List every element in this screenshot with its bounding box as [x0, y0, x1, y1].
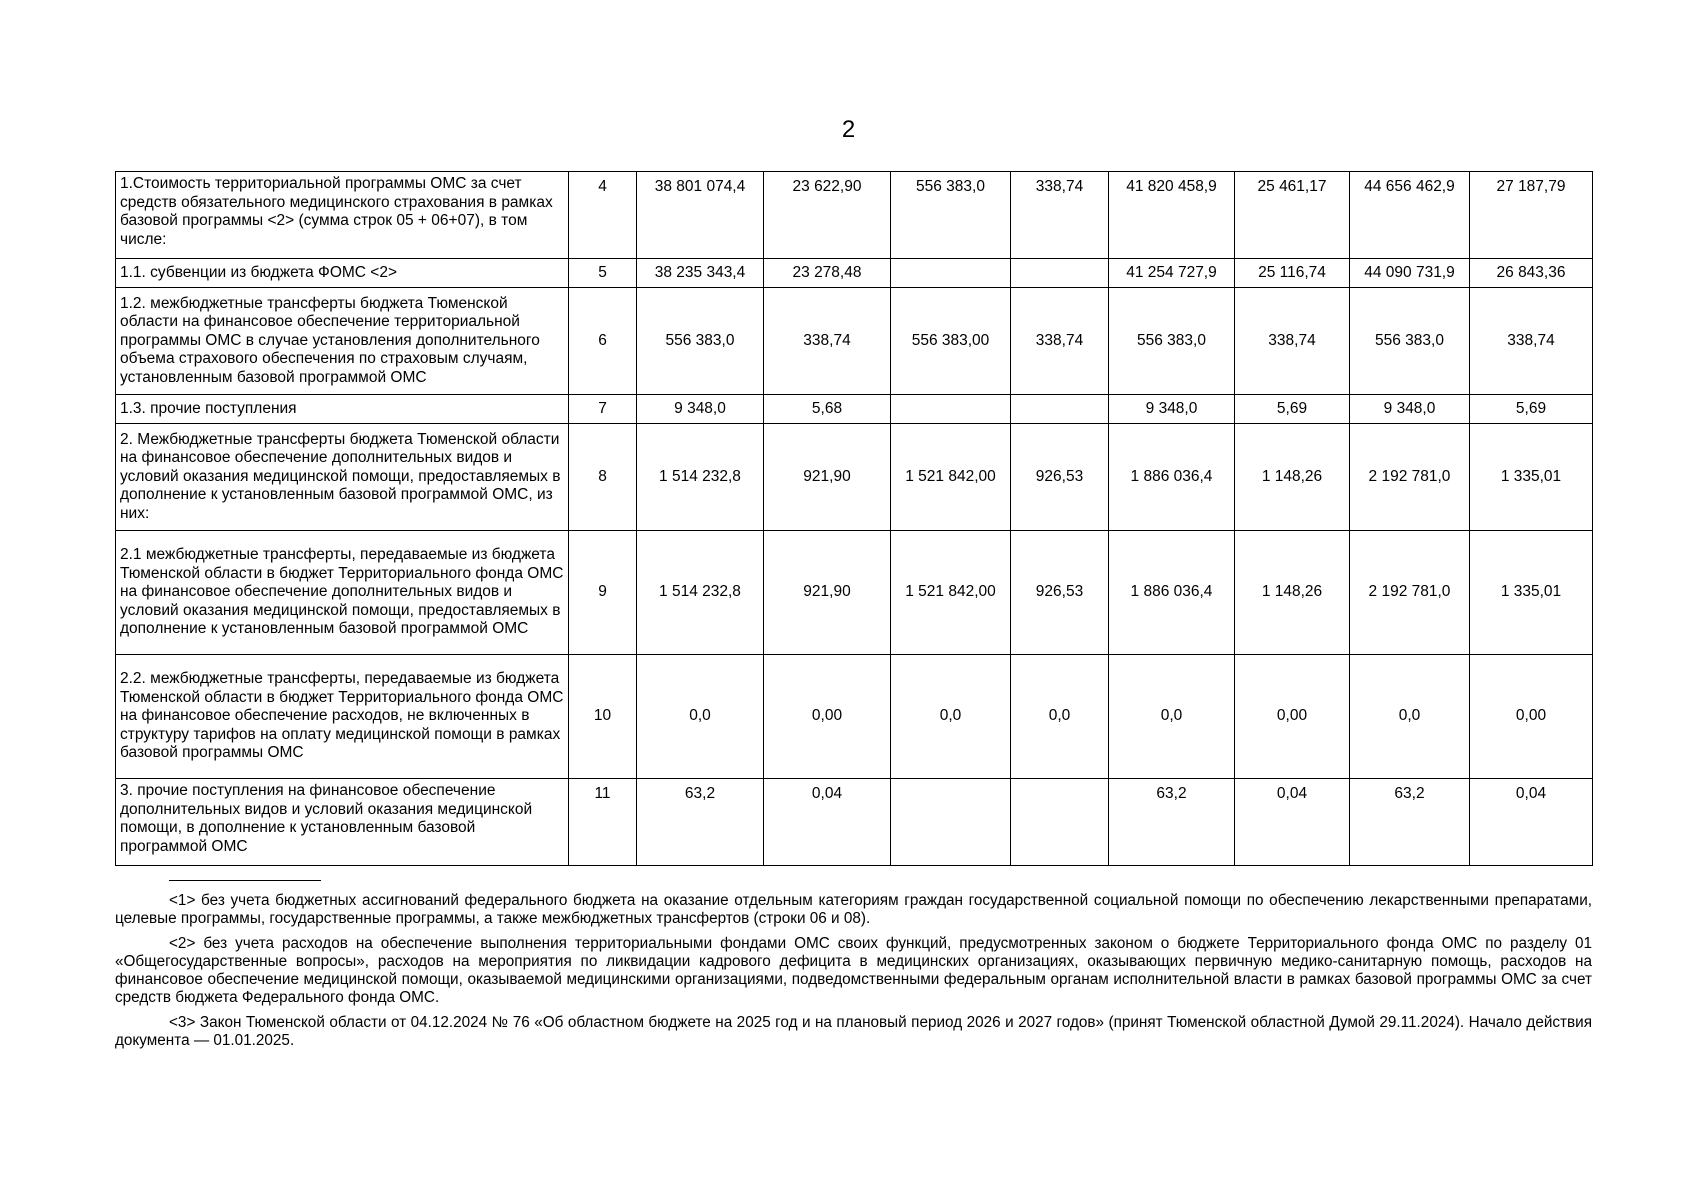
table-cell: 556 383,0: [637, 288, 764, 395]
table-cell: 38 235 343,4: [637, 259, 764, 288]
table-cell: 1 514 232,8: [637, 531, 764, 655]
row-code: 8: [569, 424, 637, 531]
table-cell: 23 278,48: [764, 259, 891, 288]
table-cell: 25 116,74: [1235, 259, 1350, 288]
table-cell: 1 521 842,00: [891, 424, 1011, 531]
row-code: 5: [569, 259, 637, 288]
table-cell: 556 383,0: [1350, 288, 1470, 395]
table-cell: 0,00: [764, 655, 891, 779]
table-row: [116, 259, 1593, 288]
row-label: 2.1 межбюджетные трансферты, передаваемые из бюджета Тюменской области в бюджет Территориального фонда ОМС на финансовое обеспечение дополнительных видов и условий оказания медицинской помощи, предоставляемых в дополнение к установленным базовой программой ОМС: [116, 531, 569, 655]
table-cell: 338,74: [1011, 172, 1109, 259]
table-cell: 338,74: [1470, 288, 1593, 395]
table-cell: [1011, 779, 1109, 866]
table-cell: 1 335,01: [1470, 424, 1593, 531]
footnote-3: <3> Закон Тюменской области от 04.12.2024 № 76 «Об областном бюджете на 2025 год и на плановый период 2026 и 2027 годов» (принят Тюменской областной Думой 29.11.2024). Начало действия документа — 01.01.2025.: [115, 1013, 1592, 1050]
table-cell: 0,00: [1470, 655, 1593, 779]
table-row: [116, 395, 1593, 424]
table-cell: 1 514 232,8: [637, 424, 764, 531]
table-row: [116, 288, 1593, 395]
table-cell: 5,69: [1235, 395, 1350, 424]
footnote-2: <2> без учета расходов на обеспечение выполнения территориальными фондами ОМС своих функций, предусмотренных законом о бюджете Территориального фонда ОМС по разделу 01 «Общегосударственные вопросы», расходов на мероприятия по ликвидации кадрового дефицита в медицинских организациях, оказывающих первичную медико-санитарную помощь, расходов на финансовое обеспечение медицинской помощи, оказываемой медицинскими организациями, подведомственными федеральным органам исполнительной власти в рамках базовой программы ОМС за счет средств бюджета Федерального фонда ОМС.: [115, 934, 1592, 1007]
table-cell: 5,69: [1470, 395, 1593, 424]
table-cell: 1 886 036,4: [1109, 531, 1235, 655]
footnote-separator: [169, 880, 321, 881]
table-cell: 26 843,36: [1470, 259, 1593, 288]
table-cell: 25 461,17: [1235, 172, 1350, 259]
table-cell: 0,0: [637, 655, 764, 779]
table-cell: 38 801 074,4: [637, 172, 764, 259]
table-cell: 0,0: [891, 655, 1011, 779]
row-label: 1.Стоимость территориальной программы ОМС за счет средств обязательного медицинского страхования в рамках базовой программы <2> (сумма строк 05 + 06+07), в том числе:: [116, 172, 569, 259]
row-code: 4: [569, 172, 637, 259]
table-cell: 0,00: [1235, 655, 1350, 779]
row-code: 11: [569, 779, 637, 866]
table-cell: 2 192 781,0: [1350, 531, 1470, 655]
row-label: 1.3. прочие поступления: [116, 395, 569, 424]
table-row: [116, 424, 1593, 531]
table-cell: 0,04: [1470, 779, 1593, 866]
row-label: 2. Межбюджетные трансферты бюджета Тюменской области на финансовое обеспечение дополнительных видов и условий оказания медицинской помощи, предоставляемых в дополнение к установленным базовой программой ОМС, из них:: [116, 424, 569, 531]
page-number: 2: [841, 116, 856, 143]
table-cell: [891, 779, 1011, 866]
table-cell: [891, 395, 1011, 424]
table-row: [116, 779, 1593, 866]
table-cell: 63,2: [1109, 779, 1235, 866]
table-cell: [891, 259, 1011, 288]
row-code: 7: [569, 395, 637, 424]
table-cell: 41 254 727,9: [1109, 259, 1235, 288]
table-cell: 921,90: [764, 424, 891, 531]
table-row: [116, 172, 1593, 259]
row-label: 1.1. субвенции из бюджета ФОМС <2>: [116, 259, 569, 288]
table-cell: 5,68: [764, 395, 891, 424]
table-cell: 0,0: [1011, 655, 1109, 779]
table-cell: 41 820 458,9: [1109, 172, 1235, 259]
table-cell: 27 187,79: [1470, 172, 1593, 259]
table-cell: 926,53: [1011, 424, 1109, 531]
table-cell: 44 656 462,9: [1350, 172, 1470, 259]
row-label: 3. прочие поступления на финансовое обеспечение дополнительных видов и условий оказания медицинской помощи, в дополнение к установленным базовой программой ОМС: [116, 779, 569, 866]
table-cell: 338,74: [1235, 288, 1350, 395]
row-code: 9: [569, 531, 637, 655]
row-label: 2.2. межбюджетные трансферты, передаваемые из бюджета Тюменской области в бюджет Территориального фонда ОМС на финансовое обеспечение расходов, не включенных в структуру тарифов на оплату медицинской помощи в рамках базовой программы ОМС: [116, 655, 569, 779]
table-cell: 338,74: [764, 288, 891, 395]
table-cell: 9 348,0: [637, 395, 764, 424]
table-cell: 0,0: [1350, 655, 1470, 779]
table-cell: 63,2: [1350, 779, 1470, 866]
table-cell: 1 886 036,4: [1109, 424, 1235, 531]
table-cell: 23 622,90: [764, 172, 891, 259]
footnotes: [115, 892, 1592, 1056]
footnote-1: <1> без учета бюджетных ассигнований федерального бюджета на оказание отдельным категориям граждан государственной социальной помощи по обеспечению лекарственными препаратами, целевые программы, государственные программы, а также межбюджетных трансфертов (строки 06 и 08).: [115, 892, 1592, 928]
table-cell: 921,90: [764, 531, 891, 655]
row-code: 6: [569, 288, 637, 395]
table-row: [116, 655, 1593, 779]
table-cell: 0,0: [1109, 655, 1235, 779]
table-cell: 2 192 781,0: [1350, 424, 1470, 531]
table-cell: [1011, 259, 1109, 288]
table-cell: 1 148,26: [1235, 531, 1350, 655]
row-label: 1.2. межбюджетные трансферты бюджета Тюменской области на финансовое обеспечение территориальной программы ОМС в случае установления дополнительного объема страхового обеспечения по страховым случаям, установленным базовой программой ОМС: [116, 288, 569, 395]
table-cell: 1 335,01: [1470, 531, 1593, 655]
table-cell: [1011, 395, 1109, 424]
table-cell: 926,53: [1011, 531, 1109, 655]
row-code: 10: [569, 655, 637, 779]
table-cell: 556 383,0: [891, 172, 1011, 259]
table-cell: 9 348,0: [1350, 395, 1470, 424]
table-cell: 556 383,0: [1109, 288, 1235, 395]
table-cell: 1 148,26: [1235, 424, 1350, 531]
table-row: [116, 531, 1593, 655]
table-cell: 0,04: [1235, 779, 1350, 866]
table-cell: 1 521 842,00: [891, 531, 1011, 655]
table-cell: 556 383,00: [891, 288, 1011, 395]
table-cell: 9 348,0: [1109, 395, 1235, 424]
table-cell: 63,2: [637, 779, 764, 866]
table-cell: 44 090 731,9: [1350, 259, 1470, 288]
financing-table: [115, 171, 1593, 866]
table-cell: 338,74: [1011, 288, 1109, 395]
table-cell: 0,04: [764, 779, 891, 866]
